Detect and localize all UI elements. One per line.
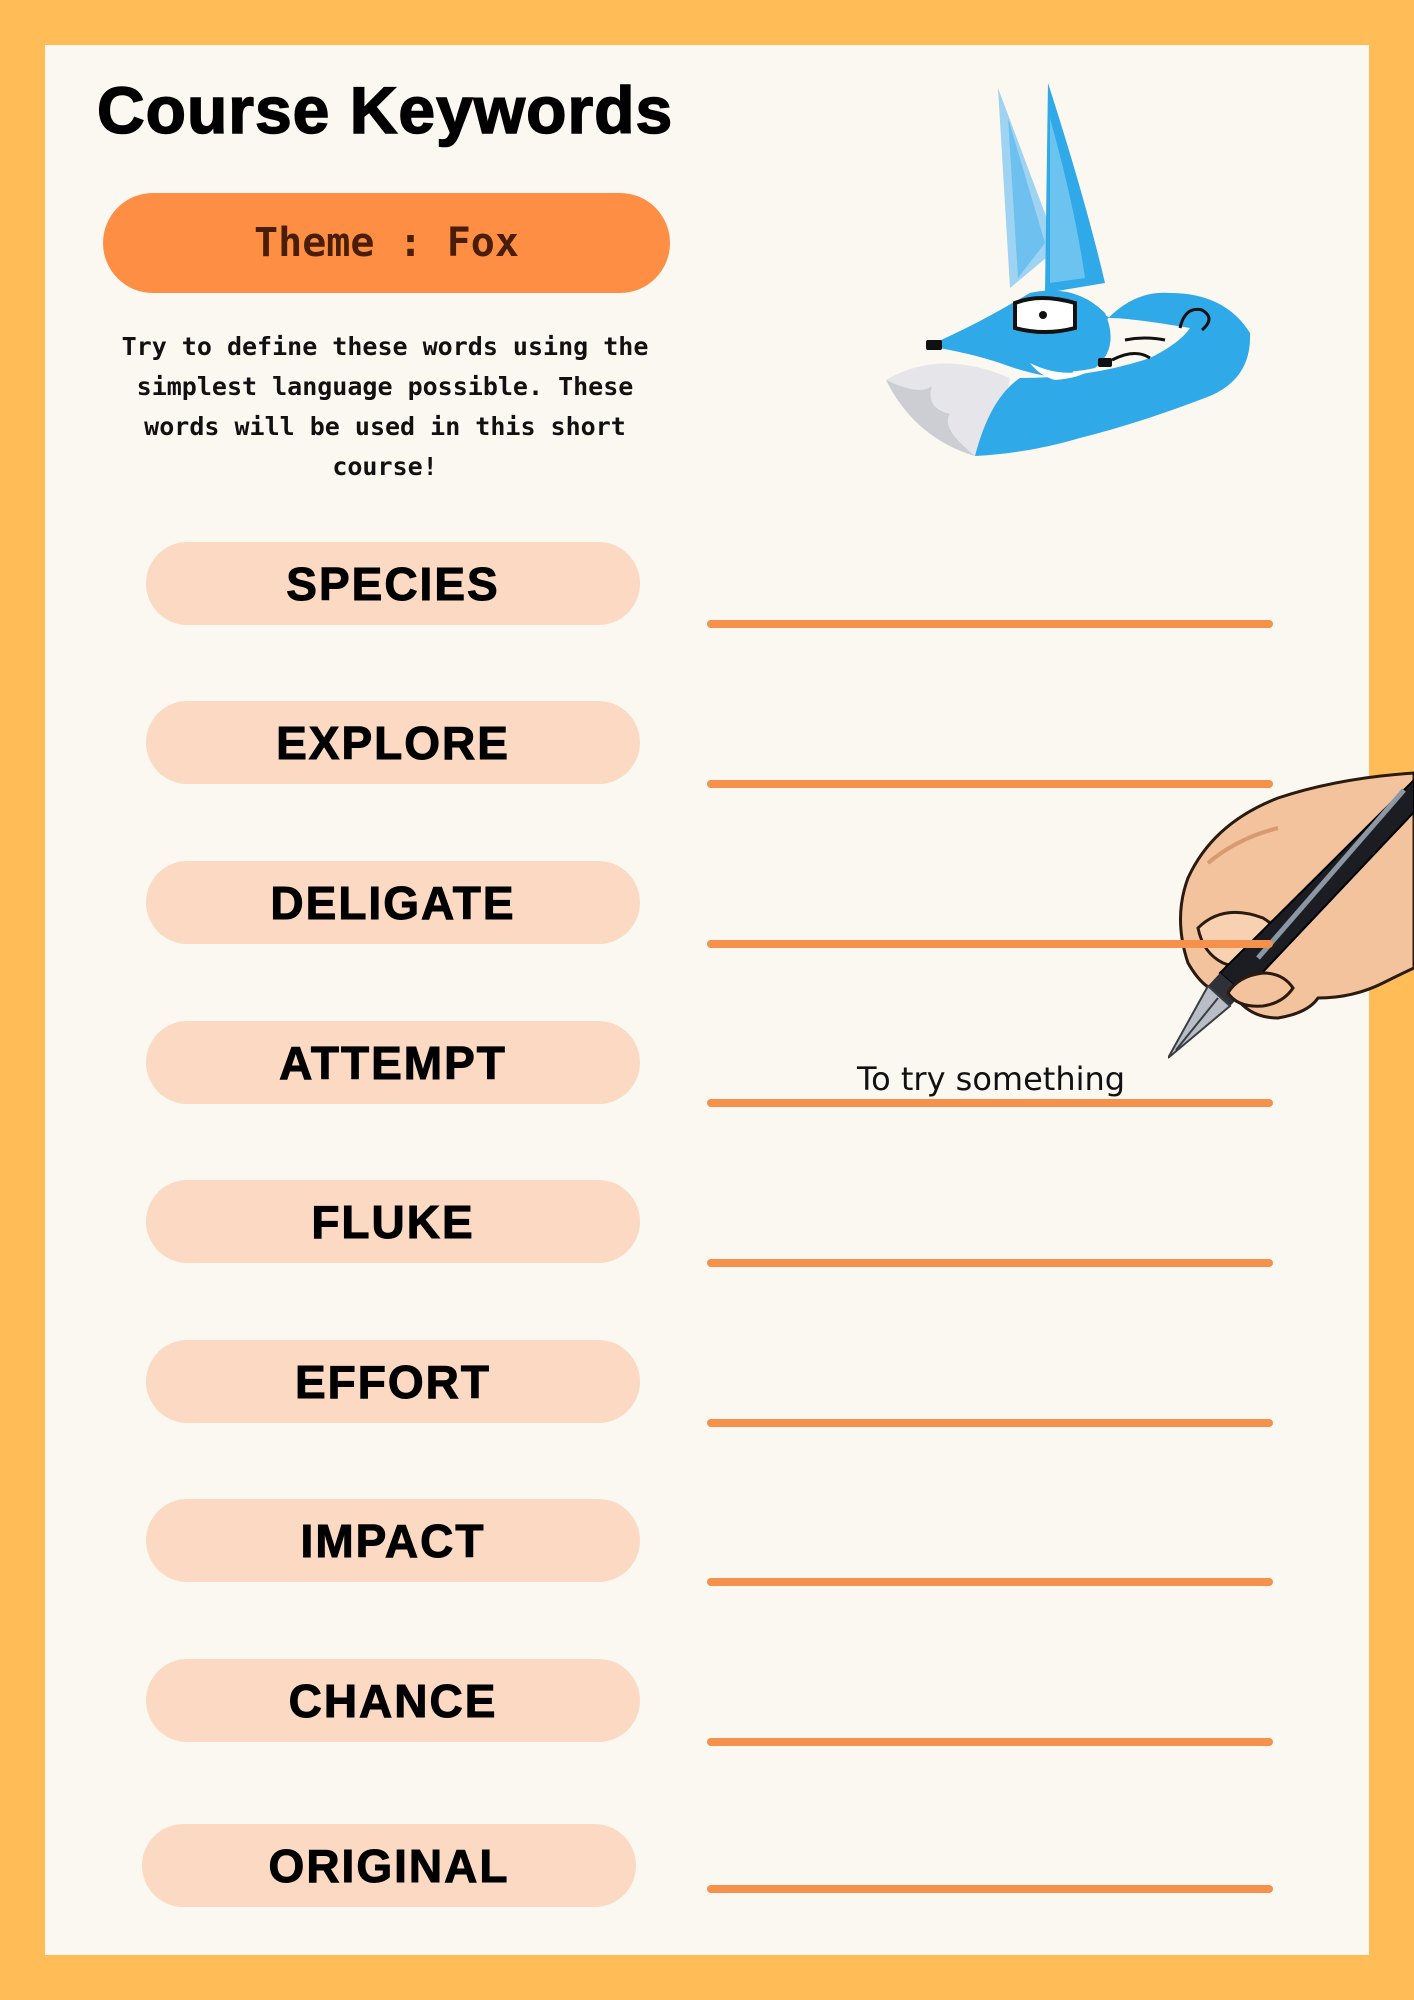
keyword-pill: FLUKE — [146, 1180, 640, 1263]
keyword-pill: SPECIES — [146, 542, 640, 625]
keyword-pill: CHANCE — [146, 1659, 640, 1742]
keyword-pill: EFFORT — [146, 1340, 640, 1423]
answer-text[interactable]: To try something — [857, 1060, 1126, 1098]
keyword-pill: ORIGINAL — [142, 1824, 636, 1907]
answer-line[interactable] — [707, 1099, 1273, 1107]
answer-line[interactable] — [707, 1578, 1273, 1586]
instructions-text: Try to define these words using the simplest language possible. These words will be used in this short course! — [121, 332, 649, 481]
keyword-pill: ATTEMPT — [146, 1021, 640, 1104]
answer-line[interactable] — [707, 780, 1273, 788]
answer-line[interactable] — [707, 1419, 1273, 1427]
answer-line[interactable] — [707, 1738, 1273, 1746]
keyword-pill: EXPLORE — [146, 701, 640, 784]
hand-writing-illustration — [1168, 768, 1414, 1068]
answer-line[interactable] — [707, 1259, 1273, 1267]
answer-line[interactable] — [707, 1885, 1273, 1893]
page-title: Course Keywords — [97, 73, 674, 147]
answer-line[interactable] — [707, 620, 1273, 628]
theme-badge: Theme : Fox — [103, 193, 670, 293]
keyword-pill: IMPACT — [146, 1499, 640, 1582]
keyword-pill: DELIGATE — [146, 861, 640, 944]
answer-line[interactable] — [707, 940, 1273, 948]
fox-illustration — [880, 78, 1260, 463]
